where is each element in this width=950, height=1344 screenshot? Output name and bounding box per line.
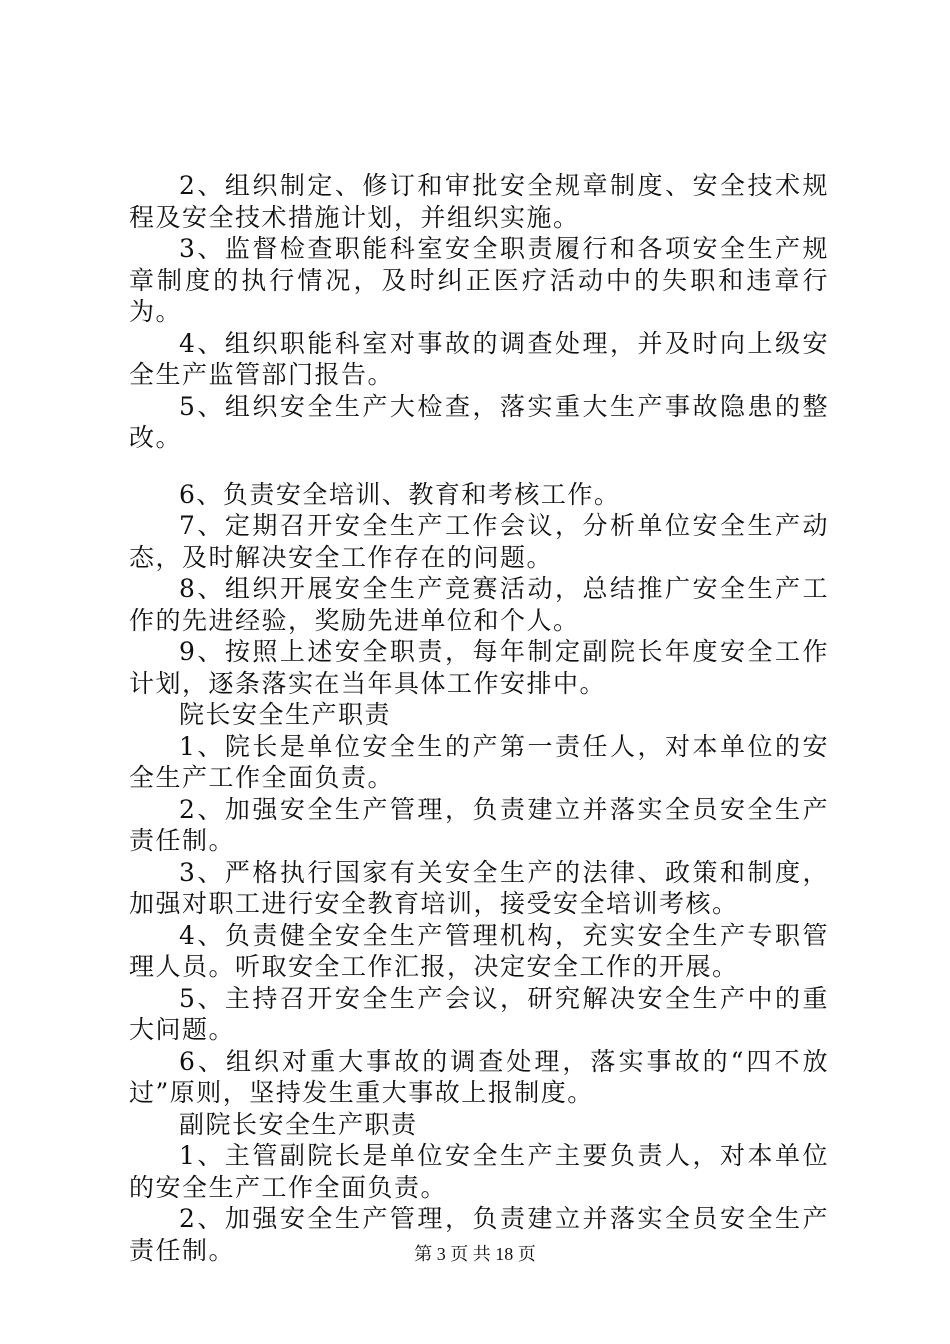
president-item-3: 3、严格执行国家有关安全生产的法律、政策和制度，加强对职工进行安全教育培训，接受安全培训考核。	[129, 857, 829, 918]
paragraph-item-8: 8、组织开展安全生产竞赛活动，总结推广安全生产工作的先进经验，奖励先进单位和个人。	[129, 574, 829, 635]
paragraph-gap	[129, 454, 829, 479]
president-item-1: 1、院长是单位安全生的产第一责任人，对本单位的安全生产工作全面负责。	[129, 731, 829, 792]
president-item-5: 5、主持召开安全生产会议，研究解决安全生产中的重大问题。	[129, 983, 829, 1044]
document-body	[129, 170, 829, 1266]
section-heading-vice-president: 副院长安全生产职责	[179, 1109, 418, 1139]
president-item-4: 4、负责健全安全生产管理机构，充实安全生产专职管理人员。听取安全工作汇报，决定安全工作的开展。	[129, 920, 829, 981]
paragraph-item-4: 4、组织职能科室对事故的调查处理，并及时向上级安全生产监管部门报告。	[129, 328, 829, 389]
president-item-6: 6、组织对重大事故的调查处理，落实事故的“四不放过”原则，坚持发生重大事故上报制度。	[129, 1046, 829, 1107]
paragraph-item-9: 9、按照上述安全职责，每年制定副院长年度安全工作计划，逐条落实在当年具体工作安排中。	[129, 637, 829, 698]
paragraph-item-6: 6、负责安全培训、教育和考核工作。	[179, 479, 621, 509]
paragraph-item-5: 5、组织安全生产大检查，落实重大生产事故隐患的整改。	[129, 391, 829, 452]
vice-president-item-2: 2、加强安全生产管理，负责建立并落实全员安全生产责任制。	[129, 1204, 829, 1265]
page-footer: 第 3 页 共 18 页	[414, 1244, 536, 1264]
president-item-2: 2、加强安全生产管理，负责建立并落实全员安全生产责任制。	[129, 794, 829, 855]
section-heading-president: 院长安全生产职责	[179, 700, 392, 729]
paragraph-item-3: 3、监督检查职能科室安全职责履行和各项安全生产规章制度的执行情况，及时纠正医疗活动中的失职和违章行为。	[129, 234, 829, 326]
paragraph-item-2: 2、组织制定、修订和审批安全规章制度、安全技术规程及安全技术措施计划，并组织实施。	[129, 171, 829, 232]
paragraph-item-7: 7、定期召开安全生产工作会议，分析单位安全生产动态，及时解决安全工作存在的问题。	[129, 511, 829, 572]
vice-president-item-1: 1、主管副院长是单位安全生产主要负责人，对本单位的安全生产工作全面负责。	[129, 1141, 829, 1202]
